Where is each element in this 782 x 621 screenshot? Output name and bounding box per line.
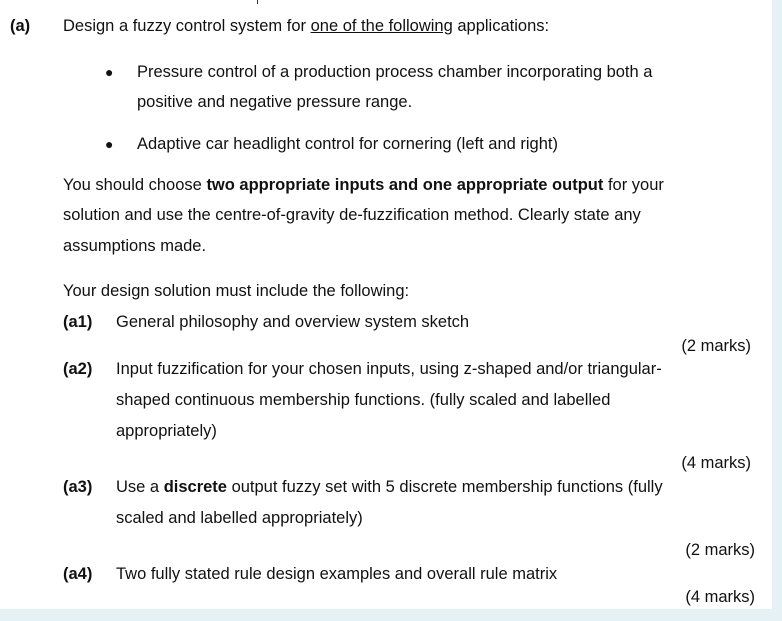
part-a4-label: (a4)	[63, 565, 93, 583]
instructions-line-2: solution and use the centre-of-gravity de-fuzzification method. Clearly state any	[63, 206, 641, 224]
part-a2-marks: (4 marks)	[681, 454, 751, 472]
bullet-1-line-2: positive and negative pressure range.	[137, 93, 413, 111]
bullet-dot: ●	[105, 136, 114, 152]
part-a4-text: Two fully stated rule design examples and overall rule matrix	[116, 565, 558, 583]
part-a1-label: (a1)	[63, 313, 93, 331]
question-intro: Design a fuzzy control system for one of the following applications:	[63, 17, 550, 35]
part-a1-text: General philosophy and overview system sketch	[116, 313, 470, 331]
part-a3-line-2: scaled and labelled appropriately)	[116, 509, 363, 527]
part-a1-marks: (2 marks)	[681, 337, 751, 355]
question-label: (a)	[10, 17, 31, 35]
part-a4-marks: (4 marks)	[685, 588, 755, 606]
instructions-line-1: You should choose two appropriate inputs and one appropriate output for your	[63, 176, 664, 194]
part-a2-label: (a2)	[63, 360, 93, 378]
bullet-1-line-1: Pressure control of a production process chamber incorporating both a	[137, 63, 653, 81]
bullet-dot: ●	[105, 64, 114, 80]
part-a3-label: (a3)	[63, 478, 93, 496]
part-a2-line-1: Input fuzzification for your chosen inputs, using z-shaped and/or triangular-	[116, 360, 662, 378]
part-a2-line-2: shaped continuous membership functions. (fully scaled and labelled	[116, 391, 611, 409]
bullet-2-line-1: Adaptive car headlight control for cornering (left and right)	[137, 135, 558, 153]
part-a3-marks: (2 marks)	[685, 541, 755, 559]
part-a2-line-3: appropriately)	[116, 422, 217, 440]
include-heading: Your design solution must include the following:	[63, 282, 410, 300]
page-marker	[257, 0, 258, 4]
instructions-line-3: assumptions made.	[63, 237, 207, 255]
part-a3-line-1: Use a discrete output fuzzy set with 5 discrete membership functions (fully	[116, 478, 663, 496]
